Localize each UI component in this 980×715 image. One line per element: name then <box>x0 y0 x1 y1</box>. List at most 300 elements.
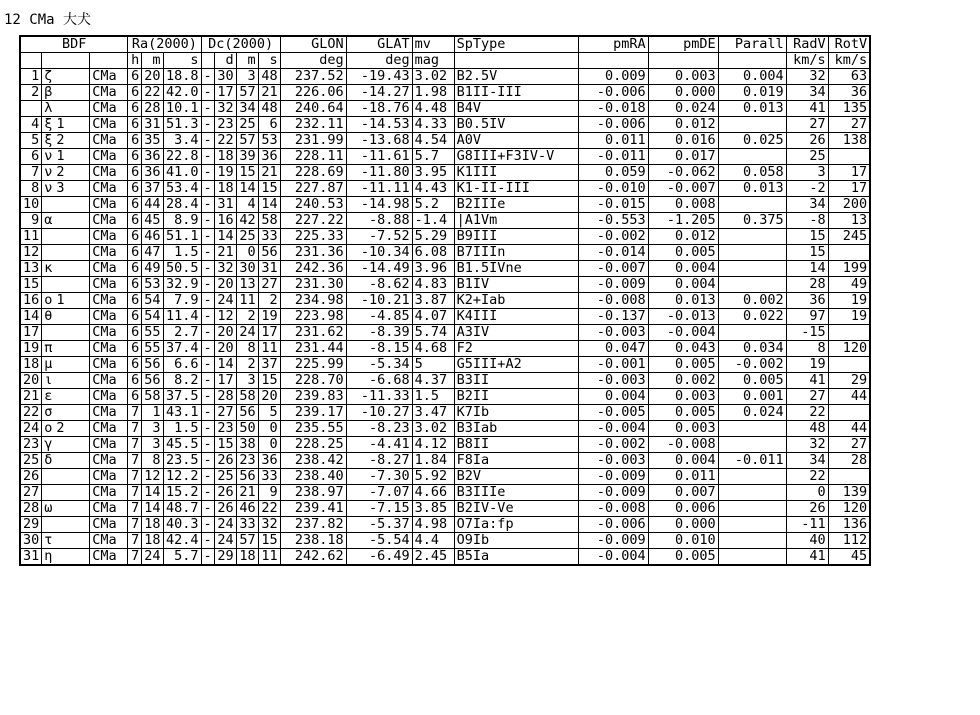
header-ra-s: s <box>163 53 201 69</box>
magnitude-cell: 4.07 <box>412 309 454 325</box>
dec-degrees-cell: 23 <box>214 117 236 133</box>
ra-minutes-cell: 46 <box>142 229 163 245</box>
dec-minutes-cell: 42 <box>236 213 258 229</box>
parallax-cell <box>718 261 786 277</box>
dec-degrees-cell: 18 <box>214 149 236 165</box>
galactic-longitude-cell: 223.98 <box>280 309 346 325</box>
proper-motion-ra-cell: -0.011 <box>578 149 648 165</box>
ra-hours-cell: 6 <box>128 389 142 405</box>
galactic-longitude-cell: 227.22 <box>280 213 346 229</box>
rotational-velocity-cell: 29 <box>828 373 870 389</box>
dec-degrees-cell: 32 <box>214 101 236 117</box>
dec-minutes-cell: 30 <box>236 261 258 277</box>
bayer-greek-letter: λ <box>44 100 53 116</box>
dec-degrees-cell: 20 <box>214 341 236 357</box>
dec-seconds-cell: 11 <box>258 549 280 566</box>
galactic-latitude-cell: -14.53 <box>346 117 412 133</box>
dec-sign-cell: - <box>201 485 214 501</box>
dec-seconds-cell: 58 <box>258 213 280 229</box>
rotational-velocity-cell: 27 <box>828 437 870 453</box>
flamsteed-number-cell: 17 <box>20 325 42 341</box>
galactic-latitude-cell: -10.27 <box>346 405 412 421</box>
dec-degrees-cell: 21 <box>214 245 236 261</box>
header-dec-d: d <box>214 53 236 69</box>
spectral-type-cell: B0.5IV <box>454 117 578 133</box>
proper-motion-dec-cell: 0.005 <box>648 549 718 566</box>
magnitude-cell: 4.37 <box>412 373 454 389</box>
parallax-cell <box>718 549 786 566</box>
table-body <box>20 69 870 566</box>
dec-sign-cell: - <box>201 549 214 566</box>
ra-seconds-cell: 37.5 <box>163 389 201 405</box>
dec-degrees-cell: 20 <box>214 277 236 293</box>
rotational-velocity-cell: 13 <box>828 213 870 229</box>
dec-minutes-cell: 3 <box>236 373 258 389</box>
magnitude-cell: 1.84 <box>412 453 454 469</box>
magnitude-cell: 1.5 <box>412 389 454 405</box>
bayer-letter-cell <box>42 277 90 293</box>
parallax-cell: -0.011 <box>718 453 786 469</box>
dec-seconds-cell: 19 <box>258 309 280 325</box>
radial-velocity-cell: 14 <box>786 261 828 277</box>
constellation-cell: CMa <box>90 533 128 549</box>
magnitude-cell: 5.92 <box>412 469 454 485</box>
spectral-type-cell: K1III <box>454 165 578 181</box>
dec-degrees-cell: 26 <box>214 453 236 469</box>
magnitude-cell: 4.48 <box>412 101 454 117</box>
constellation-cell: CMa <box>90 229 128 245</box>
proper-motion-ra-cell: 0.047 <box>578 341 648 357</box>
dec-minutes-cell: 24 <box>236 325 258 341</box>
dec-sign-cell: - <box>201 245 214 261</box>
ra-seconds-cell: 7.9 <box>163 293 201 309</box>
constellation-cell: CMa <box>90 165 128 181</box>
proper-motion-dec-cell: 0.010 <box>648 533 718 549</box>
radial-velocity-cell: 0 <box>786 485 828 501</box>
ra-minutes-cell: 14 <box>142 501 163 517</box>
dec-degrees-cell: 29 <box>214 549 236 566</box>
parallax-cell <box>718 469 786 485</box>
ra-hours-cell: 7 <box>128 437 142 453</box>
galactic-longitude-cell: 240.64 <box>280 101 346 117</box>
galactic-latitude-cell: -7.52 <box>346 229 412 245</box>
proper-motion-dec-cell: 0.002 <box>648 373 718 389</box>
rotational-velocity-cell: 17 <box>828 181 870 197</box>
magnitude-cell: 4.66 <box>412 485 454 501</box>
ra-seconds-cell: 23.5 <box>163 453 201 469</box>
ra-hours-cell: 6 <box>128 293 142 309</box>
dec-sign-cell: - <box>201 85 214 101</box>
constellation-cell: CMa <box>90 293 128 309</box>
bayer-greek-letter: ν <box>44 164 53 180</box>
rotational-velocity-cell: 199 <box>828 261 870 277</box>
rotational-velocity-cell: 19 <box>828 309 870 325</box>
ra-minutes-cell: 3 <box>142 437 163 453</box>
proper-motion-dec-cell: -0.062 <box>648 165 718 181</box>
table-row <box>20 421 870 437</box>
dec-degrees-cell: 16 <box>214 213 236 229</box>
galactic-latitude-cell: -11.11 <box>346 181 412 197</box>
magnitude-cell: 5.74 <box>412 325 454 341</box>
table-row <box>20 341 870 357</box>
ra-minutes-cell: 58 <box>142 389 163 405</box>
ra-seconds-cell: 42.0 <box>163 85 201 101</box>
bayer-greek-letter: ι <box>44 372 53 388</box>
ra-seconds-cell: 28.4 <box>163 197 201 213</box>
galactic-latitude-cell: -6.49 <box>346 549 412 566</box>
bayer-greek-letter: ζ <box>44 68 53 84</box>
radial-velocity-cell: 27 <box>786 117 828 133</box>
rotational-velocity-cell: 200 <box>828 197 870 213</box>
table-row <box>20 197 870 213</box>
flamsteed-number-cell: 21 <box>20 389 42 405</box>
dec-degrees-cell: 27 <box>214 405 236 421</box>
flamsteed-number-cell: 23 <box>20 437 42 453</box>
magnitude-cell: 4.12 <box>412 437 454 453</box>
ra-seconds-cell: 11.4 <box>163 309 201 325</box>
bayer-greek-letter: ξ <box>44 116 53 132</box>
proper-motion-dec-cell: 0.012 <box>648 229 718 245</box>
galactic-latitude-cell: -8.39 <box>346 325 412 341</box>
parallax-cell <box>718 533 786 549</box>
parallax-cell: 0.002 <box>718 293 786 309</box>
constellation-cell: CMa <box>90 101 128 117</box>
dec-minutes-cell: 23 <box>236 453 258 469</box>
dec-seconds-cell: 11 <box>258 341 280 357</box>
dec-degrees-cell: 20 <box>214 325 236 341</box>
constellation-cell: CMa <box>90 517 128 533</box>
dec-sign-cell: - <box>201 165 214 181</box>
rotational-velocity-cell: 120 <box>828 501 870 517</box>
dec-sign-cell: - <box>201 357 214 373</box>
constellation-cell: CMa <box>90 85 128 101</box>
dec-sign-cell: - <box>201 277 214 293</box>
ra-minutes-cell: 56 <box>142 357 163 373</box>
galactic-longitude-cell: 242.62 <box>280 549 346 566</box>
dec-degrees-cell: 18 <box>214 181 236 197</box>
magnitude-cell: 4.98 <box>412 517 454 533</box>
spectral-type-cell: A0V <box>454 133 578 149</box>
dec-degrees-cell: 31 <box>214 197 236 213</box>
galactic-longitude-cell: 231.62 <box>280 325 346 341</box>
flamsteed-number-cell: 7 <box>20 165 42 181</box>
galactic-latitude-cell: -8.27 <box>346 453 412 469</box>
flamsteed-number-cell: 20 <box>20 373 42 389</box>
rotational-velocity-cell: 120 <box>828 341 870 357</box>
radial-velocity-cell: 41 <box>786 373 828 389</box>
bayer-greek-letter: ε <box>44 388 53 404</box>
bayer-letter-cell <box>42 117 90 133</box>
dec-degrees-cell: 28 <box>214 389 236 405</box>
dec-minutes-cell: 56 <box>236 405 258 421</box>
spectral-type-cell: |A1Vm <box>454 213 578 229</box>
bayer-letter-cell <box>42 245 90 261</box>
galactic-longitude-cell: 242.36 <box>280 261 346 277</box>
galactic-longitude-cell: 228.11 <box>280 149 346 165</box>
dec-minutes-cell: 50 <box>236 421 258 437</box>
ra-hours-cell: 6 <box>128 197 142 213</box>
header-rotv-unit: km/s <box>828 53 870 69</box>
galactic-longitude-cell: 231.99 <box>280 133 346 149</box>
table-row <box>20 181 870 197</box>
dec-sign-cell: - <box>201 325 214 341</box>
galactic-latitude-cell: -14.49 <box>346 261 412 277</box>
ra-seconds-cell: 15.2 <box>163 485 201 501</box>
parallax-cell: 0.034 <box>718 341 786 357</box>
dec-seconds-cell: 9 <box>258 485 280 501</box>
magnitude-cell: 3.02 <box>412 69 454 85</box>
galactic-longitude-cell: 237.52 <box>280 69 346 85</box>
dec-seconds-cell: 21 <box>258 165 280 181</box>
flamsteed-number-cell: 10 <box>20 197 42 213</box>
proper-motion-dec-cell: 0.024 <box>648 101 718 117</box>
radial-velocity-cell: 32 <box>786 437 828 453</box>
radial-velocity-cell: 19 <box>786 357 828 373</box>
parallax-cell <box>718 501 786 517</box>
galactic-longitude-cell: 226.06 <box>280 85 346 101</box>
dec-seconds-cell: 6 <box>258 117 280 133</box>
galactic-longitude-cell: 235.55 <box>280 421 346 437</box>
magnitude-cell: 3.87 <box>412 293 454 309</box>
ra-seconds-cell: 22.8 <box>163 149 201 165</box>
magnitude-cell: 5.7 <box>412 149 454 165</box>
ra-seconds-cell: 6.6 <box>163 357 201 373</box>
flamsteed-number-cell: 16 <box>20 293 42 309</box>
radial-velocity-cell: 36 <box>786 293 828 309</box>
dec-minutes-cell: 56 <box>236 469 258 485</box>
radial-velocity-cell: 48 <box>786 421 828 437</box>
galactic-latitude-cell: -7.15 <box>346 501 412 517</box>
flamsteed-number-cell: 27 <box>20 485 42 501</box>
ra-seconds-cell: 43.1 <box>163 405 201 421</box>
magnitude-cell: 3.02 <box>412 421 454 437</box>
rotational-velocity-cell: 44 <box>828 389 870 405</box>
dec-minutes-cell: 4 <box>236 197 258 213</box>
proper-motion-dec-cell: 0.005 <box>648 357 718 373</box>
dec-seconds-cell: 53 <box>258 133 280 149</box>
table-row <box>20 229 870 245</box>
parallax-cell: 0.375 <box>718 213 786 229</box>
proper-motion-dec-cell: -0.007 <box>648 181 718 197</box>
bayer-greek-letter: ν <box>44 180 53 196</box>
table-row <box>20 133 870 149</box>
dec-sign-cell: - <box>201 213 214 229</box>
table-row <box>20 293 870 309</box>
bayer-letter-cell <box>42 165 90 181</box>
proper-motion-ra-cell: -0.018 <box>578 101 648 117</box>
header-radv-unit: km/s <box>786 53 828 69</box>
dec-sign-cell: - <box>201 517 214 533</box>
rotational-velocity-cell: 17 <box>828 165 870 181</box>
dec-degrees-cell: 12 <box>214 309 236 325</box>
magnitude-cell: 3.47 <box>412 405 454 421</box>
ra-hours-cell: 6 <box>128 341 142 357</box>
dec-degrees-cell: 24 <box>214 517 236 533</box>
galactic-latitude-cell: -7.07 <box>346 485 412 501</box>
bayer-letter-cell <box>42 485 90 501</box>
radial-velocity-cell: 34 <box>786 453 828 469</box>
bayer-greek-letter: μ <box>44 356 53 372</box>
parallax-cell: 0.013 <box>718 181 786 197</box>
dec-seconds-cell: 56 <box>258 245 280 261</box>
flamsteed-number-cell: 6 <box>20 149 42 165</box>
proper-motion-dec-cell: 0.016 <box>648 133 718 149</box>
proper-motion-dec-cell: 0.004 <box>648 261 718 277</box>
header-ra-m: m <box>142 53 163 69</box>
bayer-greek-letter: ν <box>44 148 53 164</box>
parallax-cell <box>718 517 786 533</box>
radial-velocity-cell: 27 <box>786 389 828 405</box>
flamsteed-number-cell: 13 <box>20 261 42 277</box>
radial-velocity-cell: 32 <box>786 69 828 85</box>
dec-sign-cell: - <box>201 101 214 117</box>
spectral-type-cell: B5Ia <box>454 549 578 566</box>
dec-sign-cell: - <box>201 69 214 85</box>
table-row <box>20 325 870 341</box>
bayer-greek-letter: κ <box>44 260 53 276</box>
galactic-latitude-cell: -11.61 <box>346 149 412 165</box>
ra-minutes-cell: 54 <box>142 293 163 309</box>
table-row <box>20 373 870 389</box>
flamsteed-number-cell: 14 <box>20 309 42 325</box>
dec-seconds-cell: 27 <box>258 277 280 293</box>
ra-seconds-cell: 18.8 <box>163 69 201 85</box>
table-row <box>20 469 870 485</box>
proper-motion-ra-cell: -0.003 <box>578 325 648 341</box>
galactic-longitude-cell: 225.99 <box>280 357 346 373</box>
galactic-longitude-cell: 239.83 <box>280 389 346 405</box>
dec-degrees-cell: 15 <box>214 437 236 453</box>
ra-seconds-cell: 10.1 <box>163 101 201 117</box>
dec-degrees-cell: 14 <box>214 229 236 245</box>
bayer-greek-letter: π <box>44 340 53 356</box>
header-row-2 <box>20 53 870 69</box>
bayer-greek-letter: γ <box>44 436 53 452</box>
bayer-letter-cell <box>42 181 90 197</box>
magnitude-cell: 1.98 <box>412 85 454 101</box>
galactic-latitude-cell: -14.27 <box>346 85 412 101</box>
rotational-velocity-cell: 49 <box>828 277 870 293</box>
spectral-type-cell: B3Iab <box>454 421 578 437</box>
rotational-velocity-cell: 245 <box>828 229 870 245</box>
galactic-latitude-cell: -8.15 <box>346 341 412 357</box>
bayer-greek-letter: η <box>44 548 53 564</box>
galactic-longitude-cell: 238.18 <box>280 533 346 549</box>
dec-minutes-cell: 3 <box>236 69 258 85</box>
table-row <box>20 261 870 277</box>
flamsteed-number-cell: 12 <box>20 245 42 261</box>
header-row-1 <box>20 36 870 53</box>
proper-motion-ra-cell: -0.006 <box>578 117 648 133</box>
radial-velocity-cell: 15 <box>786 245 828 261</box>
dec-minutes-cell: 25 <box>236 229 258 245</box>
radial-velocity-cell: 26 <box>786 501 828 517</box>
bayer-letter-cell <box>42 325 90 341</box>
galactic-latitude-cell: -10.21 <box>346 293 412 309</box>
table-row <box>20 85 870 101</box>
galactic-longitude-cell: 231.36 <box>280 245 346 261</box>
parallax-cell: 0.001 <box>718 389 786 405</box>
spectral-type-cell: A3IV <box>454 325 578 341</box>
ra-hours-cell: 7 <box>128 453 142 469</box>
rotational-velocity-cell: 63 <box>828 69 870 85</box>
proper-motion-ra-cell: 0.009 <box>578 69 648 85</box>
magnitude-cell: 6.08 <box>412 245 454 261</box>
dec-degrees-cell: 32 <box>214 261 236 277</box>
parallax-cell <box>718 277 786 293</box>
bayer-letter-cell <box>42 469 90 485</box>
proper-motion-dec-cell: 0.007 <box>648 485 718 501</box>
flamsteed-number-cell: 28 <box>20 501 42 517</box>
bayer-greek-letter: σ <box>44 404 53 420</box>
proper-motion-dec-cell: 0.004 <box>648 453 718 469</box>
flamsteed-number-cell <box>20 101 42 117</box>
galactic-latitude-cell: -13.68 <box>346 133 412 149</box>
ra-minutes-cell: 18 <box>142 533 163 549</box>
table-row <box>20 389 870 405</box>
spectral-type-cell: B1IV <box>454 277 578 293</box>
table-row <box>20 117 870 133</box>
ra-minutes-cell: 22 <box>142 85 163 101</box>
spectral-type-cell: B3IIIe <box>454 485 578 501</box>
dec-minutes-cell: 33 <box>236 517 258 533</box>
ra-hours-cell: 7 <box>128 501 142 517</box>
rotational-velocity-cell: 112 <box>828 533 870 549</box>
parallax-cell <box>718 485 786 501</box>
ra-minutes-cell: 44 <box>142 197 163 213</box>
dec-seconds-cell: 31 <box>258 261 280 277</box>
galactic-longitude-cell: 240.53 <box>280 197 346 213</box>
bayer-letter-cell <box>42 373 90 389</box>
bayer-index: 1 <box>56 292 65 308</box>
ra-minutes-cell: 55 <box>142 325 163 341</box>
spectral-type-cell: G5III+A2 <box>454 357 578 373</box>
proper-motion-ra-cell: -0.008 <box>578 501 648 517</box>
header-dec-m: m <box>236 53 258 69</box>
proper-motion-dec-cell: 0.005 <box>648 245 718 261</box>
magnitude-cell: 4.68 <box>412 341 454 357</box>
bayer-index: 3 <box>56 180 65 196</box>
dec-seconds-cell: 37 <box>258 357 280 373</box>
dec-seconds-cell: 15 <box>258 373 280 389</box>
dec-sign-cell: - <box>201 133 214 149</box>
dec-minutes-cell: 57 <box>236 85 258 101</box>
radial-velocity-cell: 40 <box>786 533 828 549</box>
ra-minutes-cell: 20 <box>142 69 163 85</box>
ra-hours-cell: 6 <box>128 133 142 149</box>
proper-motion-ra-cell: -0.008 <box>578 293 648 309</box>
bayer-index: 2 <box>56 164 65 180</box>
ra-minutes-cell: 49 <box>142 261 163 277</box>
ra-minutes-cell: 18 <box>142 517 163 533</box>
magnitude-cell: 5.29 <box>412 229 454 245</box>
galactic-longitude-cell: 232.11 <box>280 117 346 133</box>
ra-hours-cell: 7 <box>128 485 142 501</box>
bayer-letter-cell <box>42 341 90 357</box>
constellation-cell: CMa <box>90 357 128 373</box>
ra-minutes-cell: 53 <box>142 277 163 293</box>
magnitude-cell: -1.4 <box>412 213 454 229</box>
table-row <box>20 517 870 533</box>
dec-seconds-cell: 22 <box>258 501 280 517</box>
galactic-longitude-cell: 238.97 <box>280 485 346 501</box>
dec-minutes-cell: 11 <box>236 293 258 309</box>
constellation-cell: CMa <box>90 181 128 197</box>
ra-seconds-cell: 50.5 <box>163 261 201 277</box>
constellation-cell: CMa <box>90 133 128 149</box>
galactic-latitude-cell: -6.68 <box>346 373 412 389</box>
proper-motion-dec-cell: 0.003 <box>648 69 718 85</box>
